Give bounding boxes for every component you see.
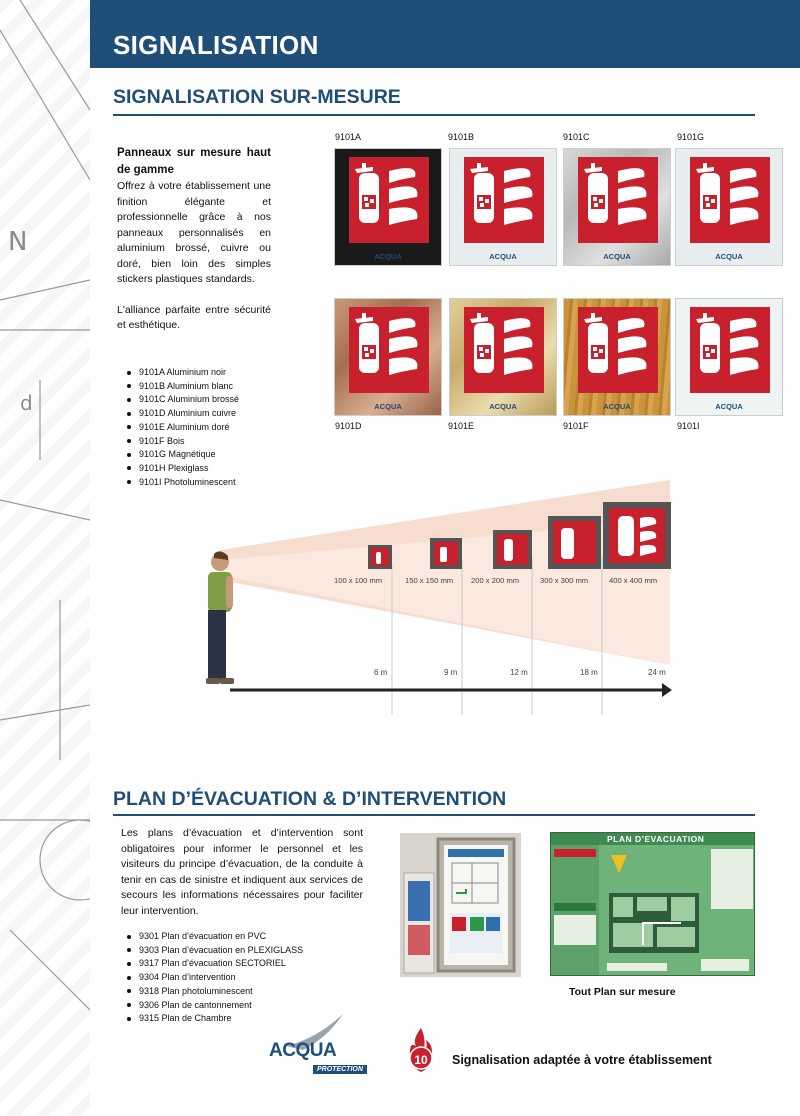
list-item: 9304 Plan d’intervention: [127, 971, 303, 985]
decorative-blueprint-strip: [0, 0, 90, 1116]
fire-extinguisher-icon: [690, 157, 770, 243]
page-number: 10: [414, 1053, 428, 1067]
size-label: 300 x 300 mm: [540, 576, 589, 585]
size-label: 150 x 150 mm: [405, 576, 454, 585]
distance-label: 6 m: [374, 668, 388, 677]
evacuation-plan-example: [550, 832, 755, 976]
sign-ref-label: 9101G: [677, 132, 705, 142]
page-number-badge: [404, 1026, 438, 1074]
fire-extinguisher-icon: [349, 307, 429, 393]
list-item: 9303 Plan d’évacuation en PLEXIGLASS: [127, 944, 303, 958]
intro-text: Offrez à votre établissement une finition élégante et professionnelle grâce à nos panneaux personnalisés en aluminium brossé, cuivre ou doré, bien loin des simples stickers plastiques standards.: [117, 180, 271, 285]
sign-brand-logo: ACQUA: [489, 252, 517, 261]
sign-ref-label: 9101A: [335, 132, 362, 142]
sign-brand-logo: ACQUA: [603, 252, 631, 261]
intro-heading: Panneaux sur mesure haut de gamme: [117, 147, 271, 176]
sign-ref-label: 9101C: [563, 132, 590, 142]
list-item: 9101F Bois: [127, 435, 239, 449]
sign-9101a-black-aluminium: [334, 148, 442, 266]
fire-extinguisher-icon: [690, 307, 770, 393]
size-label: 200 x 200 mm: [471, 576, 520, 585]
section-divider: [113, 114, 755, 116]
list-item: 9101A Aluminium noir: [127, 366, 239, 380]
list-item: 9101H Plexiglass: [127, 462, 239, 476]
list-item: 9101E Aluminium doré: [127, 421, 239, 435]
intro-block: [117, 145, 271, 334]
list-item: 9101C Aluminium brossé: [127, 393, 239, 407]
plan-caption: Tout Plan sur mesure: [569, 986, 676, 998]
list-item: 9301 Plan d’évacuation en PVC: [127, 930, 303, 944]
section-title-custom-signage: SIGNALISATION SUR-MESURE: [113, 86, 401, 108]
sign-9101g-magnetic: [675, 148, 783, 266]
list-item: 9101I Photoluminescent: [127, 476, 239, 490]
section-title-evacuation-plan: PLAN D’ÉVACUATION & D’INTERVENTION: [113, 788, 507, 810]
sign-ref-label: 9101E: [448, 421, 475, 431]
framed-plan-photo: [400, 833, 521, 977]
plan-title: PLAN D’EVACUATION: [607, 834, 705, 844]
sign-brand-logo: ACQUA: [374, 402, 402, 411]
sign-brand-logo: ACQUA: [715, 402, 743, 411]
evacuation-intro-text: Les plans d’évacuation et d’intervention sont obligatoires pour informer le personnel et les visiteurs du principe d’évacuation, de la conduite à tenir en cas de sinistre et indiquent aux services de secours les informations nécessaires pour faciliter leur intervention.: [121, 827, 363, 917]
finish-list: [127, 366, 239, 489]
svg-text:d: d: [20, 391, 33, 415]
visibility-distance-diagram: [200, 480, 680, 725]
sign-ref-label: 9101B: [448, 132, 475, 142]
intro-text-2: L'alliance parfaite entre sécurité et esthétique.: [117, 303, 271, 331]
distance-label: 24 m: [648, 668, 666, 677]
sign-ref-label: 9101D: [335, 421, 362, 431]
distance-label: 18 m: [580, 668, 598, 677]
sign-9101f-wood: [563, 298, 671, 416]
size-label: 100 x 100 mm: [334, 576, 383, 585]
sign-brand-logo: ACQUA: [489, 402, 517, 411]
fire-extinguisher-icon: [464, 307, 544, 393]
sign-ref-label: 9101F: [563, 421, 589, 431]
list-item: 9101G Magnétique: [127, 448, 239, 462]
section-divider: [113, 814, 755, 816]
distance-label: 12 m: [510, 668, 528, 677]
sign-9101c-brushed-aluminium: [563, 148, 671, 266]
distance-label: 9 m: [444, 668, 458, 677]
sign-9101i-photoluminescent: [675, 298, 783, 416]
sign-brand-logo: ACQUA: [374, 252, 402, 261]
sign-brand-logo: ACQUA: [715, 252, 743, 261]
page-title: SIGNALISATION: [113, 30, 319, 60]
list-item: 9306 Plan de cantonnement: [127, 999, 303, 1013]
fire-extinguisher-icon: [578, 307, 658, 393]
logo-name: ACQUA: [269, 1040, 337, 1061]
list-item: 9315 Plan de Chambre: [127, 1012, 303, 1026]
logo-subtitle: PROTECTION: [313, 1065, 367, 1074]
footer-tagline: Signalisation adaptée à votre établissement: [452, 1053, 712, 1067]
list-item: 9317 Plan d’évacuation SECTORIEL: [127, 957, 303, 971]
sign-9101d-copper: [334, 298, 442, 416]
fire-extinguisher-icon: [578, 157, 658, 243]
sign-9101e-gold: [449, 298, 557, 416]
fire-extinguisher-icon: [464, 157, 544, 243]
size-label: 400 x 400 mm: [609, 576, 658, 585]
svg-text:N: N: [8, 227, 28, 257]
sign-9101b-white-aluminium: [449, 148, 557, 266]
list-item: 9101B Aluminium blanc: [127, 380, 239, 394]
sign-brand-logo: ACQUA: [603, 402, 631, 411]
fire-extinguisher-icon: [349, 157, 429, 243]
acqua-protection-logo: [265, 1010, 375, 1080]
list-item: 9318 Plan photoluminescent: [127, 985, 303, 999]
sign-ref-label: 9101I: [677, 421, 700, 431]
list-item: 9101D Aluminium cuivre: [127, 407, 239, 421]
